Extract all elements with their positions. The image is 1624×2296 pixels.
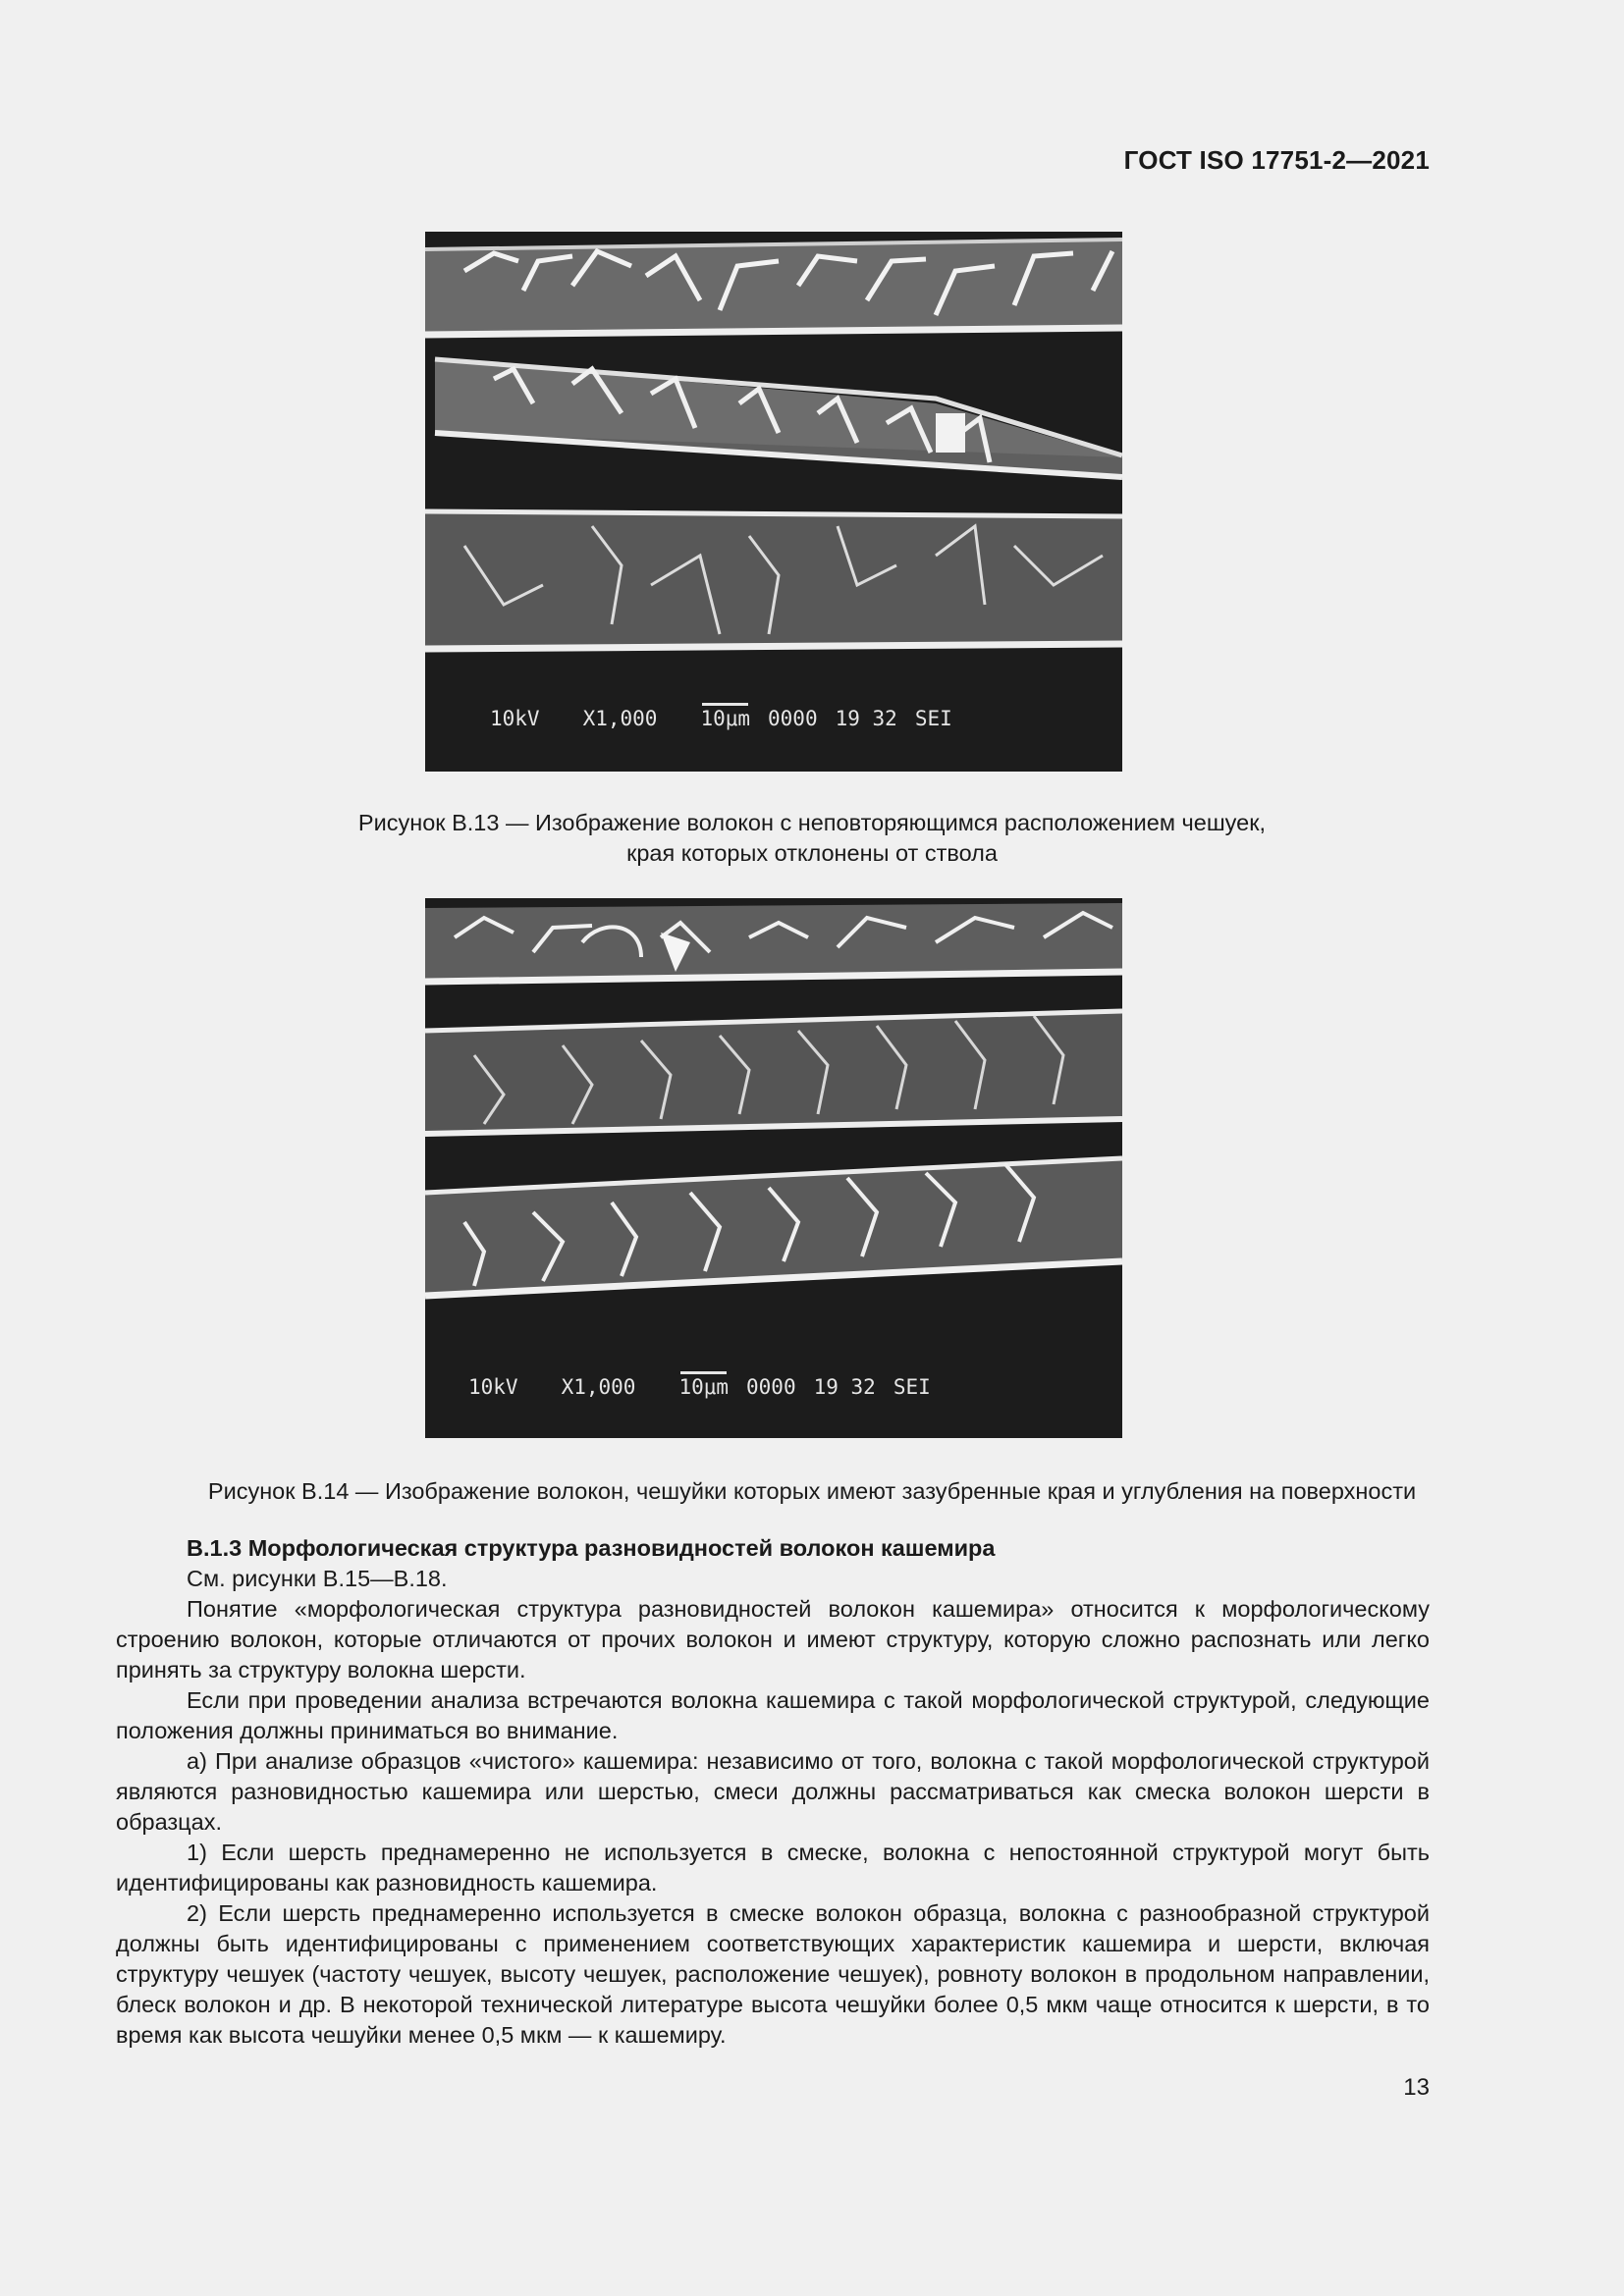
caption-line-2: края которых отклонены от ствола xyxy=(626,840,998,866)
caption-line-1: Рисунок В.13 — Изображение волокон с неповторяющимся расположением чешуек, xyxy=(357,810,1267,835)
sem-image-figure-b13 xyxy=(425,232,1122,772)
sem-image-figure-b14 xyxy=(425,898,1122,1438)
sem-magnification: X1,000 xyxy=(561,1375,636,1399)
paragraph-analysis-conditions: Если при проведении анализа встречаются волокна кашемира с такой морфологической структурой, следующие положения должны приниматься во внимание. xyxy=(116,1687,1430,1743)
sem-detector: SEI xyxy=(914,707,952,730)
section-heading: В.1.3 Морфологическая структура разновидностей волокон кашемира xyxy=(187,1535,996,1561)
section-b13-body xyxy=(116,1533,1430,2051)
sem-scale-bar: 10μm xyxy=(678,1375,730,1399)
sem-scale-bar: 10μm xyxy=(700,707,751,730)
sem-voltage: 10kV xyxy=(468,1375,518,1399)
sem-image-number: 0000 xyxy=(746,1375,796,1399)
sem-parameter-readout xyxy=(425,707,1122,730)
sem-detector: SEI xyxy=(893,1375,931,1399)
document-code-header: ГОСТ ISO 17751-2—2021 xyxy=(1123,145,1430,175)
fiber-micrograph-b14 xyxy=(425,898,1122,1438)
sem-voltage: 10kV xyxy=(490,707,540,730)
sem-magnification: X1,000 xyxy=(582,707,658,730)
sem-working-distance: 19 32 xyxy=(835,707,897,730)
paragraph-item-1: 1) Если шерсть преднамеренно не используется в смеске, волокна с непостоянной структурой могут быть идентифицированы как разновидность кашемира. xyxy=(116,1840,1430,1896)
page-number: 13 xyxy=(1403,2074,1430,2101)
paragraph-item-a: а) При анализе образцов «чистого» кашемира: независимо от того, волокна с такой морфологической структурой являются разновидностью кашемира или шерстью, смеси должны рассматриваться как смеска волокон шерсти в образцах. xyxy=(116,1748,1430,1835)
fiber-micrograph-b13 xyxy=(425,232,1122,772)
paragraph-item-2: 2) Если шерсть преднамеренно используется в смеске волокон образца, волокна с разнообразной структурой должны быть идентифицированы с применением соответствующих характеристик кашемира и шерсти, включая структуру чешуек (частоту чешуек, высоту чешуек, расположение чешуек), ровноту волокон в продольном направлении, блеск волокон и др. В некоторой технической литературе высота чешуйки более 0,5 мкм чаще относится к шерсти, в то время как высота чешуйки менее 0,5 мкм — к кашемиру. xyxy=(116,1900,1430,2048)
paragraph-see-figures: См. рисунки В.15—В.18. xyxy=(187,1566,448,1591)
sem-working-distance: 19 32 xyxy=(813,1375,876,1399)
figure-caption-b14 xyxy=(0,1476,1624,1507)
paragraph-definition: Понятие «морфологическая структура разновидностей волокон кашемира» относится к морфологическому строению волокон, которые отличаются от прочих волокон и имеют структуру, которую сложно распознать или легко принять за структуру волокна шерсти. xyxy=(116,1596,1430,1682)
sem-parameter-readout xyxy=(425,1375,1122,1399)
figure-caption-b13 xyxy=(0,808,1624,869)
caption-line-1: Рисунок В.14 — Изображение волокон, чешуйки которых имеют зазубренные края и углубления на поверхности xyxy=(207,1478,1417,1504)
sem-image-number: 0000 xyxy=(768,707,818,730)
